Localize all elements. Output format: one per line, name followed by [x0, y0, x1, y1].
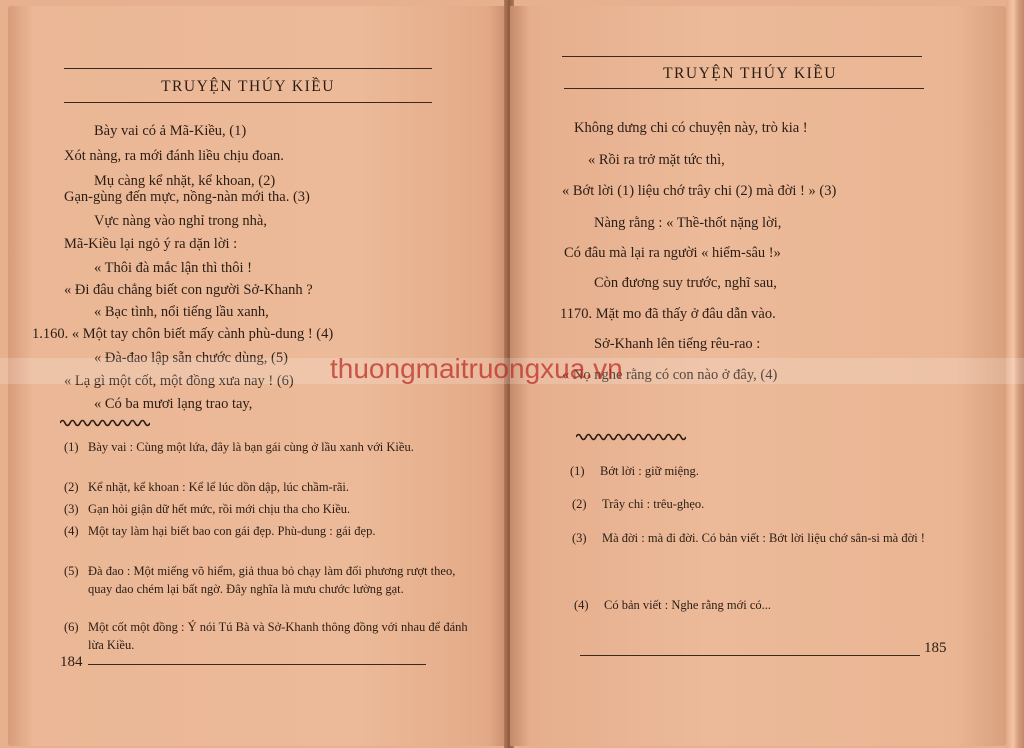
watermark-text: thuongmaitruongxua.vn — [330, 353, 623, 384]
footnote-number: (1) — [64, 440, 79, 454]
footnote-number: (3) — [64, 502, 79, 516]
footnote-text: Đà đao : Một miếng võ hiểm, giả thua bỏ chạy làm đối phương rượt theo, quay dao chém lại bất ngờ. Đây nghĩa là mưu chước lường gạt. — [88, 564, 456, 596]
verse-line: « Thôi đà mắc lận thì thôi ! — [94, 260, 252, 276]
footer-rule — [580, 655, 920, 656]
footnote-number: (2) — [572, 497, 587, 511]
verse-line: « Đà-đao lập sẵn chước dùng, (5) — [94, 350, 288, 366]
footnote-text: Bớt lời : giữ miệng. — [600, 464, 699, 478]
verse-line: « Bớt lời (1) liệu chớ trây chi (2) mà đời ! » (3) — [562, 183, 837, 199]
verse-line: 1170. Mặt mo đã thấy ở đâu dẫn vào. — [560, 306, 776, 322]
header-rule-bottom — [64, 102, 432, 103]
footnote-text: Mà đời : mà đi đời. Có bản viết : Bớt lời liệu chớ sân-si mà đời ! — [602, 531, 925, 545]
footnote-text: Gạn hỏi giận dữ hết mức, rồi mới chịu tha cho Kiều. — [88, 502, 351, 516]
footnote-number: (4) — [574, 598, 589, 612]
footnote-text: Kể nhặt, kể khoan : Kể lể lúc dồn dập, lúc chầm-rãi. — [88, 480, 350, 494]
verse-line: Bày vai có ả Mã-Kiều, (1) — [94, 123, 247, 139]
verse-line: « Nọ nghe rằng có con nào ở đây, (4) — [562, 367, 778, 383]
footnote-text: Một tay làm hại biết bao con gái đẹp. Phù-dung : gái đẹp. — [88, 524, 376, 538]
verse-line: « Lạ gì một cốt, một đồng xưa nay ! (6) — [64, 373, 294, 389]
footnote-number: (4) — [64, 524, 79, 538]
verse-line: « Bạc tình, nổi tiếng lầu xanh, — [94, 304, 269, 320]
verse-line: Xót nàng, ra mới đánh liều chịu đoan. — [64, 148, 284, 164]
ornament-divider — [576, 432, 686, 442]
verse-line: « Có ba mươi lạng trao tay, — [94, 396, 253, 412]
header-rule-bottom — [564, 88, 924, 89]
verse-line: Mã-Kiều lại ngỏ ý ra dặn lời : — [64, 236, 238, 252]
footnote-number: (3) — [572, 531, 587, 545]
header-rule-top — [562, 56, 922, 57]
footnote-text: Có bản viết : Nghe rằng mới có... — [604, 598, 771, 612]
footnote-number: (1) — [570, 464, 585, 478]
page-number: 185 — [924, 640, 947, 656]
footnote-text: Một cốt một đồng : Ý nói Tú Bà và Sở-Khanh thông đồng với nhau để đánh lừa Kiều. — [88, 620, 468, 652]
header-rule-top — [64, 68, 432, 69]
footnote-number: (2) — [64, 480, 79, 494]
verse-line: Còn đương suy trước, nghĩ sau, — [594, 275, 777, 291]
page-number: 184 — [60, 654, 83, 670]
verse-line: Không dưng chi có chuyện này, trò kia ! — [574, 120, 808, 136]
verse-line: 1.160. « Một tay chôn biết mấy cành phù-dung ! (4) — [32, 326, 334, 342]
footnote-number: (5) — [64, 564, 79, 578]
verse-line: « Rồi ra trở mặt tức thì, — [588, 152, 725, 168]
page-header: TRUYỆN THÚY KIỀU — [663, 65, 837, 82]
verse-line: Có đâu mà lại ra người « hiểm-sâu !» — [564, 245, 781, 261]
page-header: TRUYỆN THÚY KIỀU — [161, 78, 335, 95]
verse-line: Nàng rằng : « Thề-thốt nặng lời, — [594, 215, 782, 231]
ornament-divider — [60, 418, 150, 428]
verse-line: Gạn-gùng đến mực, nồng-nàn mới tha. (3) — [64, 189, 310, 205]
verse-line: Vực nàng vào nghỉ trong nhà, — [94, 213, 267, 229]
verse-line: « Đi đâu chẳng biết con người Sở-Khanh ? — [64, 282, 313, 298]
footnote-number: (6) — [64, 620, 79, 634]
verse-line: Mụ càng kể nhặt, kể khoan, (2) — [94, 173, 276, 189]
footnote-text: Trây chi : trêu-ghẹo. — [602, 497, 705, 511]
verse-line: Sở-Khanh lên tiếng rêu-rao : — [594, 336, 761, 352]
footer-rule — [88, 664, 426, 665]
footnote-text: Bày vai : Cùng một lứa, đây là bạn gái cùng ở lầu xanh với Kiều. — [88, 440, 414, 454]
